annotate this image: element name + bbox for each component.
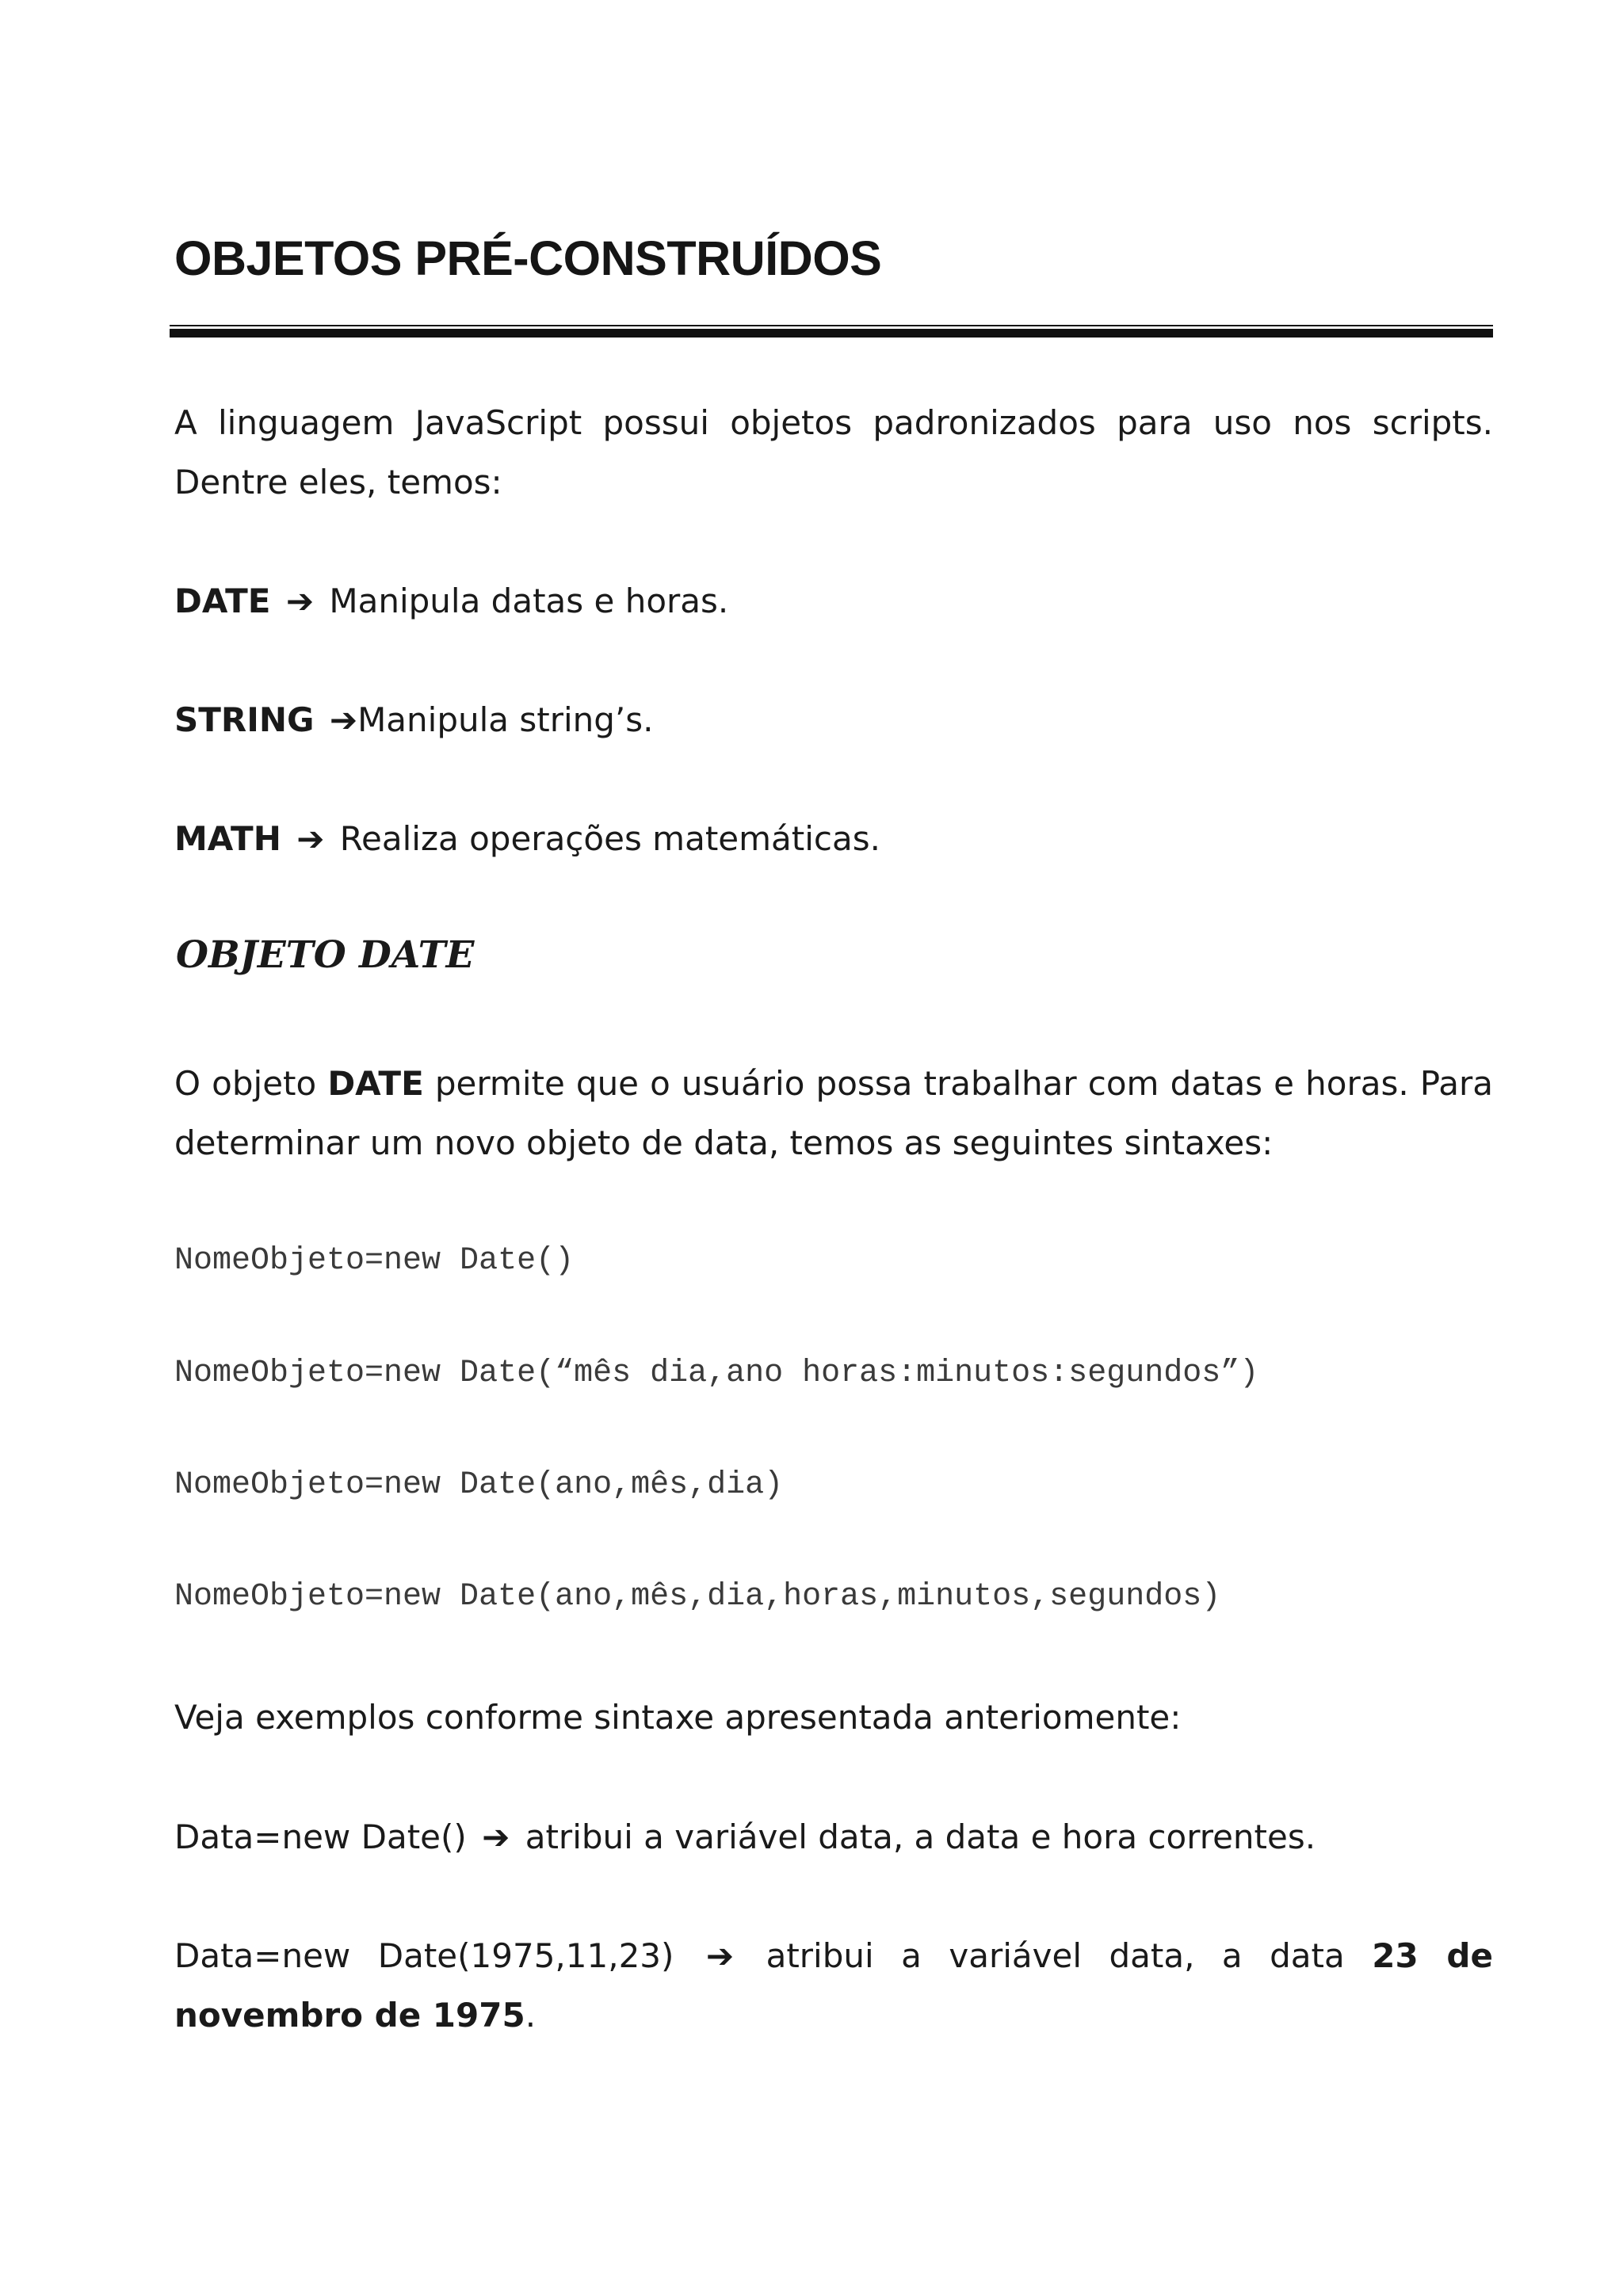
object-description: Manipula datas e horas. <box>329 582 729 620</box>
intro-line-1: A linguagem JavaScript possui objetos padronizados para uso nos scripts. <box>174 403 1493 442</box>
date-paragraph-line-2: determinar um novo objeto de data, temos as seguintes sintaxes: <box>174 1123 1274 1162</box>
intro-line-2: Dentre eles, temos: <box>174 463 502 502</box>
date-paragraph-line-1 <box>174 1054 1493 1113</box>
object-name: DATE <box>174 582 271 620</box>
example-item-continuation <box>174 1985 536 2045</box>
object-description: Realiza operações matemáticas. <box>339 819 880 858</box>
syntax-line: NomeObjeto=new Date(“mês dia,ano horas:minutos:segundos”) <box>174 1356 1259 1391</box>
syntax-line: NomeObjeto=new Date(ano,mês,dia) <box>174 1467 784 1503</box>
arrow-right-icon: ➔ <box>285 582 315 620</box>
text-span: permite que o usuário possa trabalhar com datas e horas. Para <box>434 1064 1493 1103</box>
object-description: Manipula string’s. <box>357 700 654 739</box>
arrow-right-icon: ➔ <box>329 700 358 739</box>
arrow-right-icon: ➔ <box>296 819 325 858</box>
object-item-string <box>174 690 654 749</box>
example-item <box>174 1807 1316 1867</box>
title-rule-thin <box>170 325 1493 326</box>
syntax-line: NomeObjeto=new Date() <box>174 1243 575 1279</box>
object-name: MATH <box>174 819 281 858</box>
object-item-date <box>174 571 728 631</box>
arrow-right-icon: ➔ <box>705 1936 735 1975</box>
title-rule-thick <box>170 329 1493 338</box>
example-description: atribui a variável data, a data e hora correntes. <box>525 1817 1316 1856</box>
example-code: Data=new Date() <box>174 1817 467 1856</box>
bold-text: DATE <box>327 1064 424 1103</box>
text-span: . <box>525 1996 537 2035</box>
object-item-math <box>174 809 880 868</box>
page-title: OBJETOS PRÉ-CONSTRUÍDOS <box>174 231 882 285</box>
object-name: STRING <box>174 700 315 739</box>
bold-date-text: 23 de <box>1372 1936 1493 1975</box>
examples-intro: Veja exemplos conforme sintaxe apresentada anteriomente: <box>174 1698 1182 1737</box>
text-span: O objeto <box>174 1064 317 1103</box>
section-heading: OBJETO DATE <box>176 933 475 977</box>
arrow-right-icon: ➔ <box>482 1817 510 1856</box>
example-code: Data=new Date(1975,11,23) <box>174 1936 674 1975</box>
syntax-line: NomeObjeto=new Date(ano,mês,dia,horas,minutos,segundos) <box>174 1579 1221 1615</box>
example-item <box>174 1926 1493 1985</box>
bold-date-text: novembro de 1975 <box>174 1996 525 2035</box>
example-description: atribui a variável data, a data <box>766 1936 1345 1975</box>
